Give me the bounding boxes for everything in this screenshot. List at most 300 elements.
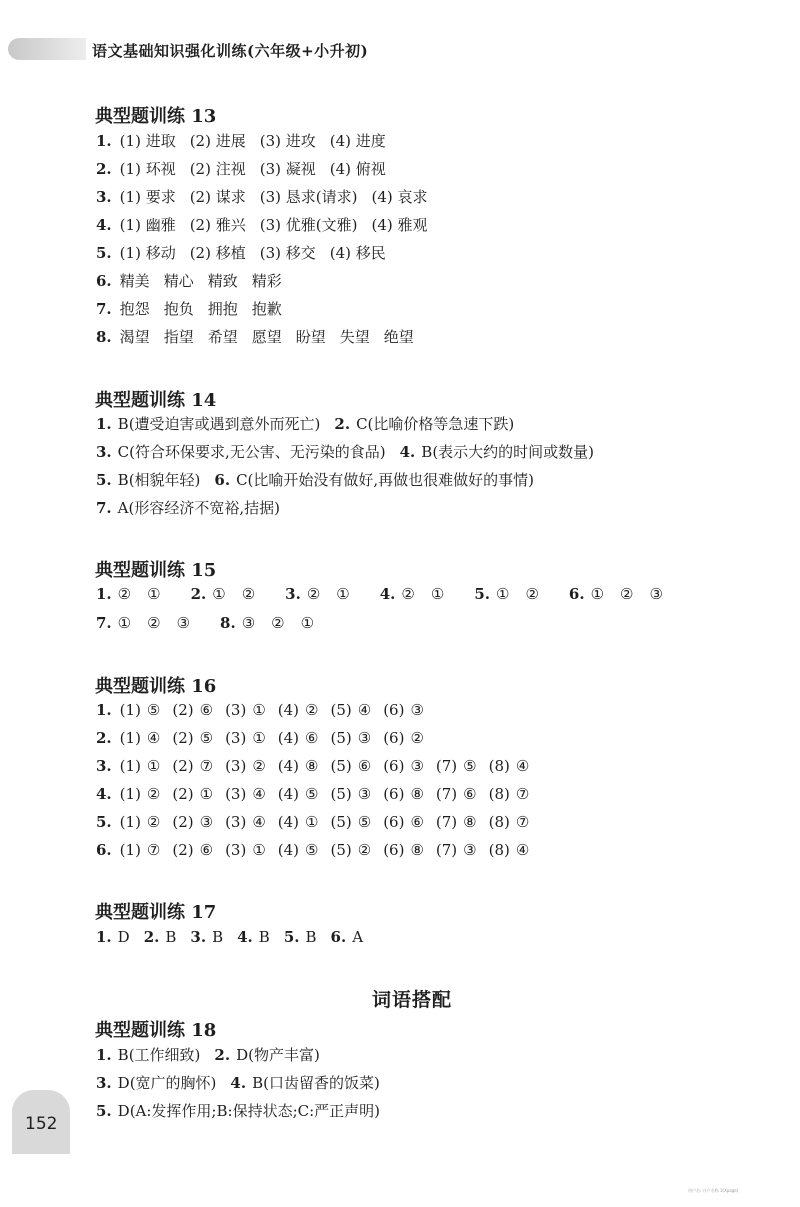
sub-question-number: (7): [435, 841, 458, 859]
answer-choice: ②: [146, 785, 161, 803]
answer-text: C(比喻价格等急速下跌): [356, 415, 515, 433]
answer-group: [285, 585, 366, 603]
answer-group: [569, 585, 679, 603]
answer-text: B: [305, 928, 317, 946]
section-title-16: 典型题训练 16: [95, 676, 217, 697]
sub-question-number: (6): [383, 729, 405, 747]
question-number: 3.: [96, 188, 112, 206]
answer-item: (3) 优雅(文雅): [259, 216, 358, 234]
answer-choice: ④: [252, 785, 266, 803]
answer-text: B(相貌年轻): [117, 471, 201, 489]
answer-pair: [278, 813, 319, 831]
answer-group: [96, 471, 200, 489]
answer-choice: ①: [117, 614, 132, 632]
answer-choice: ⑥: [199, 701, 214, 719]
sub-question-number: (6): [383, 813, 405, 831]
sub-question-number: (1): [119, 729, 141, 747]
answer-item: 精心: [163, 272, 194, 290]
question-number: 2.: [190, 585, 207, 603]
question-number: 5.: [96, 471, 112, 489]
answer-choice: ③: [357, 729, 372, 747]
answer-text: C(符合环保要求,无公害、无污染的食品): [117, 443, 386, 461]
question-number: 5.: [474, 585, 490, 603]
question-number: 1.: [96, 415, 112, 433]
answer-group: [331, 928, 364, 946]
answer-item: (2) 雅兴: [189, 216, 246, 234]
answer-choice: ②: [147, 614, 161, 632]
answer-line: [96, 701, 436, 719]
answer-group: [191, 585, 272, 603]
sub-question-number: (4): [277, 785, 300, 803]
question-number: 6.: [214, 471, 231, 489]
question-number: 3.: [96, 1074, 112, 1092]
question-number: 7.: [96, 300, 112, 318]
answer-group: [96, 415, 320, 433]
answer-pair: [330, 701, 371, 719]
question-number: 4.: [379, 585, 396, 603]
answer-group: [96, 443, 386, 461]
answer-item: (3) 移交: [259, 244, 316, 262]
answer-line: [96, 158, 400, 179]
answer-text: B(口齿留香的饭菜): [252, 1074, 380, 1092]
sub-question-number: (5): [330, 841, 352, 859]
answer-choice: ②: [146, 813, 161, 831]
answer-choice: ④: [357, 701, 372, 719]
answer-pair: [278, 785, 319, 803]
answer-choice: ③: [357, 785, 372, 803]
answer-item: 渴望: [119, 328, 150, 346]
answer-choice: ⑦: [515, 813, 530, 831]
question-number: 1.: [96, 585, 112, 603]
sub-question-number: (3): [225, 785, 247, 803]
answer-group: [96, 928, 130, 946]
answer-pair: [225, 701, 266, 719]
answer-text: B: [258, 928, 270, 946]
answer-item: (2) 注视: [189, 160, 246, 178]
sub-question-number: (4): [277, 813, 300, 831]
answer-text: D(宽广的胸怀): [117, 1074, 217, 1092]
answer-pair: [225, 785, 266, 803]
sub-question-number: (8): [488, 785, 510, 803]
sub-question-number: (5): [330, 785, 352, 803]
answer-pair: [436, 813, 477, 831]
section-title-15: 典型题训练 15: [95, 560, 217, 581]
answer-group: [96, 499, 280, 517]
answer-choice: ①: [495, 585, 510, 603]
answer-pair: [383, 813, 424, 831]
answer-pair: [436, 785, 477, 803]
answer-choice: ②: [525, 585, 539, 603]
answer-pair: [225, 729, 266, 747]
answer-pair: [489, 813, 530, 831]
sub-question-number: (3): [225, 729, 247, 747]
answer-choice: ③: [410, 757, 424, 775]
answer-group: [400, 443, 594, 461]
answer-group: [214, 471, 534, 489]
answer-choice: ③: [463, 841, 477, 859]
answer-group: [190, 928, 223, 946]
answer-choice: ②: [271, 614, 285, 632]
answer-item: 指望: [163, 328, 194, 346]
answer-choice: ②: [410, 729, 424, 747]
sub-question-number: (2): [172, 813, 194, 831]
answer-group: [96, 585, 177, 603]
answer-pair: [383, 757, 424, 775]
sub-question-number: (1): [119, 701, 141, 719]
answer-text: D(A:发挥作用;B:保持状态;C:严正声明): [117, 1102, 381, 1120]
sub-question-number: (7): [435, 813, 458, 831]
answer-line: [96, 270, 296, 291]
sub-question-number: (7): [435, 785, 458, 803]
answer-item: (4) 俯视: [329, 160, 386, 178]
sub-question-number: (6): [383, 757, 405, 775]
answer-pair: [489, 785, 530, 803]
sub-question-number: (4): [277, 701, 300, 719]
answer-choice: ②: [252, 757, 266, 775]
sub-question-number: (5): [330, 757, 352, 775]
question-number: 7.: [96, 499, 112, 517]
question-number: 5.: [96, 1102, 112, 1120]
answer-item: (3) 恳求(请求): [259, 188, 358, 206]
question-number: 3.: [96, 443, 112, 461]
sub-question-number: (6): [383, 841, 405, 859]
answer-item: (2) 谋求: [189, 188, 246, 206]
question-number: 1.: [96, 132, 112, 150]
answer-group: [96, 1074, 216, 1092]
question-number: 6.: [330, 928, 347, 946]
answer-choice: ①: [252, 701, 266, 719]
question-number: 3.: [285, 585, 301, 603]
sub-question-number: (8): [488, 757, 510, 775]
answer-group: [380, 585, 461, 603]
question-number: 6.: [96, 272, 112, 290]
answer-line: [96, 242, 400, 263]
answer-pair: [278, 729, 319, 747]
answer-choice: ③: [176, 614, 191, 632]
answer-item: (1) 幽雅: [119, 216, 176, 234]
answer-text: B: [212, 928, 224, 946]
answer-line: [96, 1044, 334, 1065]
question-number: 1.: [96, 928, 112, 946]
answer-text: C(比喻开始没有做好,再做也很难做好的事情): [236, 471, 535, 489]
answer-item: (1) 进取: [119, 132, 176, 150]
sub-question-number: (1): [119, 813, 141, 831]
question-number: 4.: [96, 216, 112, 234]
answer-line: [96, 326, 428, 347]
answer-pair: [436, 841, 477, 859]
book-title: 语文基础知识强化训练(六年级+小升初): [92, 42, 369, 60]
answer-item: 绝望: [383, 328, 414, 346]
answer-pair: [383, 785, 424, 803]
sub-question-number: (3): [225, 757, 247, 775]
answer-item: 失望: [339, 328, 370, 346]
question-number: 4.: [96, 785, 112, 803]
answer-pair: [120, 729, 161, 747]
answer-choice: ⑤: [463, 757, 477, 775]
answer-text: B: [165, 928, 177, 946]
answer-pair: [383, 729, 424, 747]
answer-line: [96, 214, 442, 235]
answer-group: [96, 614, 206, 632]
answer-pair: [120, 785, 161, 803]
sub-question-number: (7): [435, 757, 458, 775]
answer-item: 希望: [207, 328, 238, 346]
answer-choice: ④: [146, 729, 161, 747]
answer-item: 抱怨: [119, 300, 150, 318]
question-number: 6.: [568, 585, 585, 603]
question-number: 2.: [143, 928, 160, 946]
question-number: 1.: [96, 1046, 112, 1064]
answer-choice: ⑧: [463, 813, 477, 831]
answer-pair: [489, 757, 530, 775]
answer-pair: [120, 757, 161, 775]
answer-pair: [120, 841, 161, 859]
answer-pair: [172, 841, 213, 859]
answer-pair: [278, 701, 319, 719]
question-number: 5.: [283, 928, 300, 946]
answer-text: B(遭受迫害或遇到意外而死亡): [117, 415, 321, 433]
answer-pair: [172, 813, 213, 831]
answer-line: [96, 757, 541, 775]
answer-text: D: [117, 928, 130, 946]
question-number: 4.: [230, 1074, 247, 1092]
answer-line: [96, 928, 377, 946]
question-number: 8.: [220, 614, 236, 632]
sub-question-number: (1): [119, 757, 141, 775]
answer-choice: ①: [147, 585, 161, 603]
question-number: 7.: [96, 614, 112, 632]
answer-line: [96, 130, 400, 151]
answer-choice: ⑤: [357, 813, 372, 831]
category-title: 词语搭配: [372, 989, 453, 1011]
answer-line: [96, 841, 541, 859]
question-number: 4.: [399, 443, 416, 461]
sub-question-number: (4): [277, 841, 300, 859]
answer-line: [96, 1100, 394, 1121]
answer-pair: [330, 813, 371, 831]
footer-note: 用户名: 开户名称 1(Xpage): [688, 1188, 739, 1193]
question-number: 5.: [96, 244, 112, 262]
section-title-17: 典型题训练 17: [95, 902, 217, 923]
answer-group: [474, 585, 555, 603]
answer-pair: [172, 701, 213, 719]
sub-question-number: (2): [172, 701, 194, 719]
answer-item: 愿望: [251, 328, 282, 346]
answer-choice: ①: [252, 841, 266, 859]
question-number: 4.: [237, 928, 253, 946]
answer-choice: ①: [252, 729, 266, 747]
answer-pair: [489, 841, 530, 859]
answer-choice: ⑥: [410, 813, 424, 831]
sub-question-number: (3): [225, 841, 247, 859]
answer-line: [96, 585, 693, 603]
answer-choice: ①: [430, 585, 445, 603]
answer-item: (1) 要求: [119, 188, 176, 206]
answer-text: B(表示大约的时间或数量): [421, 443, 595, 461]
answer-pair: [278, 841, 319, 859]
answer-choice: ⑥: [199, 841, 214, 859]
answer-line: [96, 298, 296, 319]
answer-pair: [330, 841, 371, 859]
answer-choice: ⑧: [305, 757, 319, 775]
answer-pair: [330, 757, 371, 775]
answer-item: (2) 进展: [189, 132, 246, 150]
answer-choice: ②: [306, 585, 321, 603]
answer-group: [96, 1046, 200, 1064]
answer-choice: ③: [199, 813, 214, 831]
answer-pair: [172, 757, 213, 775]
sub-question-number: (4): [277, 757, 300, 775]
sub-question-number: (4): [277, 729, 300, 747]
answer-item: (3) 进攻: [259, 132, 316, 150]
sub-question-number: (2): [172, 785, 194, 803]
answer-pair: [383, 841, 424, 859]
answer-item: 精彩: [251, 272, 282, 290]
sub-question-number: (2): [172, 757, 194, 775]
answer-choice: ①: [300, 614, 315, 632]
section-title-18: 典型题训练 18: [95, 1020, 217, 1041]
answer-choice: ⑥: [357, 757, 372, 775]
answer-line: [96, 1072, 394, 1093]
answer-choice: ③: [649, 585, 663, 603]
answer-pair: [172, 785, 213, 803]
sub-question-number: (5): [330, 701, 352, 719]
answer-item: (2) 移植: [189, 244, 246, 262]
sub-question-number: (6): [383, 785, 405, 803]
answer-choice: ⑦: [515, 785, 530, 803]
answer-choice: ⑦: [199, 757, 214, 775]
answer-group: [237, 928, 270, 946]
answer-item: 抱歉: [251, 300, 282, 318]
page-number: 152: [25, 1114, 58, 1134]
answer-choice: ②: [305, 701, 319, 719]
answer-pair: [436, 757, 477, 775]
question-number: 2.: [334, 415, 351, 433]
sub-question-number: (8): [488, 841, 510, 859]
question-number: 6.: [96, 841, 112, 859]
question-number: 5.: [96, 813, 112, 831]
answer-text: A: [352, 928, 364, 946]
answer-pair: [330, 785, 371, 803]
answer-line: [96, 497, 294, 518]
answer-choice: ②: [117, 585, 132, 603]
answer-item: (1) 环视: [119, 160, 176, 178]
answer-line: [96, 729, 436, 747]
answer-choice: ⑤: [146, 701, 161, 719]
sub-question-number: (8): [488, 813, 510, 831]
answer-choice: ⑧: [410, 785, 424, 803]
question-number: 2.: [96, 160, 112, 178]
answer-pair: [225, 841, 266, 859]
sub-question-number: (5): [330, 729, 352, 747]
answer-line: [96, 413, 528, 434]
answer-line: [96, 614, 344, 632]
answer-pair: [172, 729, 213, 747]
answer-group: [96, 1102, 380, 1120]
answer-group: [230, 1074, 379, 1092]
answer-pair: [383, 701, 424, 719]
answer-choice: ②: [241, 585, 256, 603]
answer-text: A(形容经济不宽裕,拮据): [117, 499, 280, 517]
sub-question-number: (3): [225, 701, 247, 719]
answer-item: (4) 进度: [329, 132, 386, 150]
answer-item: 盼望: [295, 328, 326, 346]
answer-pair: [278, 757, 319, 775]
sub-question-number: (2): [172, 841, 194, 859]
answer-item: (4) 雅观: [371, 216, 428, 234]
answer-choice: ④: [252, 813, 266, 831]
answer-choice: ①: [336, 585, 350, 603]
answer-choice: ①: [146, 757, 161, 775]
answer-choice: ①: [305, 813, 319, 831]
answer-pair: [120, 701, 161, 719]
answer-choice: ⑤: [305, 841, 319, 859]
answer-choice: ②: [401, 585, 415, 603]
answer-item: (3) 凝视: [259, 160, 316, 178]
answer-pair: [225, 813, 266, 831]
answer-group: [144, 928, 177, 946]
answer-item: 精致: [207, 272, 238, 290]
answer-choice: ⑧: [410, 841, 424, 859]
answer-choice: ⑥: [305, 729, 319, 747]
answer-choice: ①: [590, 585, 605, 603]
answer-line: [96, 785, 541, 803]
section-title-14: 典型题训练 14: [95, 390, 217, 411]
answer-line: [96, 813, 541, 831]
answer-choice: ③: [410, 701, 424, 719]
answer-line: [96, 469, 548, 490]
answer-line: [96, 186, 442, 207]
answer-choice: ④: [515, 841, 530, 859]
answer-group: [334, 415, 514, 433]
answer-line: [96, 441, 608, 462]
question-number: 2.: [214, 1046, 231, 1064]
answer-group: [214, 1046, 319, 1064]
answer-choice: ⑤: [199, 729, 214, 747]
answer-choice: ②: [620, 585, 634, 603]
answer-group: [284, 928, 317, 946]
answer-item: 拥抱: [207, 300, 238, 318]
answer-choice: ③: [241, 614, 256, 632]
question-number: 3.: [190, 928, 207, 946]
answer-pair: [225, 757, 266, 775]
answer-item: (4) 移民: [329, 244, 386, 262]
answer-item: (4) 哀求: [371, 188, 428, 206]
answer-pair: [120, 813, 161, 831]
answer-choice: ⑥: [463, 785, 477, 803]
section-title-13: 典型题训练 13: [95, 106, 217, 127]
answer-item: 精美: [119, 272, 150, 290]
question-number: 3.: [96, 757, 112, 775]
answer-pair: [330, 729, 371, 747]
answer-choice: ④: [515, 757, 530, 775]
answer-item: (1) 移动: [119, 244, 176, 262]
answer-item: 抱负: [163, 300, 194, 318]
sub-question-number: (1): [119, 785, 141, 803]
answer-choice: ②: [357, 841, 372, 859]
sub-question-number: (1): [119, 841, 141, 859]
answer-choice: ⑦: [146, 841, 161, 859]
question-number: 1.: [96, 701, 112, 719]
answer-choice: ①: [199, 785, 214, 803]
sub-question-number: (5): [330, 813, 352, 831]
sub-question-number: (3): [225, 813, 247, 831]
answer-group: [220, 614, 330, 632]
sub-question-number: (2): [172, 729, 194, 747]
answer-text: D(物产丰富): [236, 1046, 320, 1064]
question-number: 8.: [96, 328, 112, 346]
answer-text: B(工作细致): [117, 1046, 201, 1064]
